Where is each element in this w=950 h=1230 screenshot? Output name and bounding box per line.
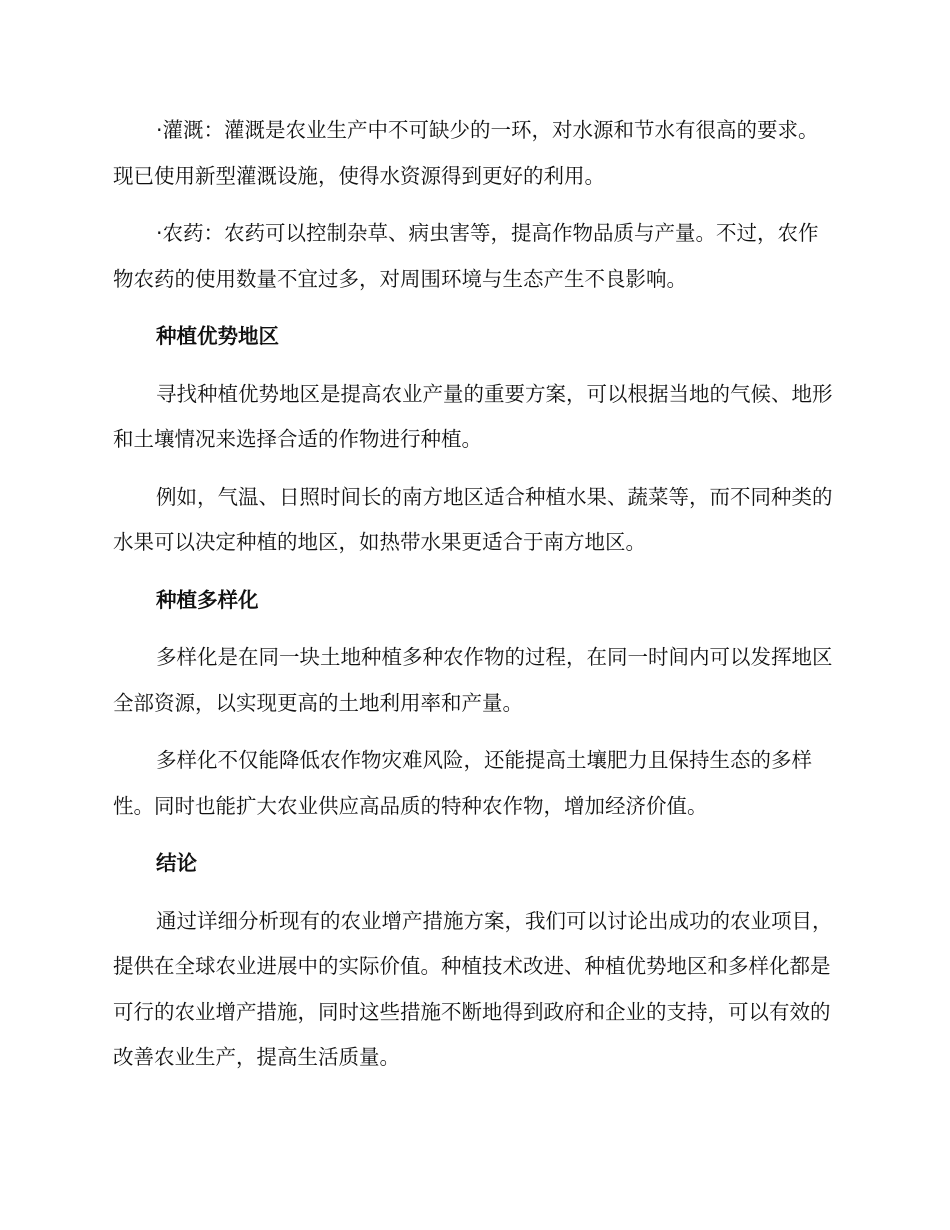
heading-diversification: 种植多样化: [156, 587, 259, 612]
paragraph-advantage-regions-1: 寻找种植优势地区是提高农业产量的重要方案，可以根据当地的气候、地形和土壤情况来选择合适的作物进行种植。: [113, 381, 833, 451]
paragraph-conclusion: 通过详细分析现有的农业增产措施方案，我们可以讨论出成功的农业项目，提供在全球农业进展中的实际价值。种植技术改进、种植优势地区和多样化都是可行的农业增产措施，同时这些措施不断地得到政府和企业的支持，可以有效的改善农业生产，提高生活质量。: [113, 908, 833, 1069]
paragraph-advantage-regions-2: 例如，气温、日照时间长的南方地区适合种植水果、蔬菜等，而不同种类的水果可以决定种植的地区，如热带水果更适合于南方地区。: [113, 484, 833, 554]
document-page: [113, 108, 835, 1093]
heading-advantage-regions: 种植优势地区: [156, 324, 279, 348]
paragraph-diversification-2: 多样化不仅能降低农作物灾难风险，还能提高土壤肥力且保持生态的多样性。同时也能扩大农业供应高品质的特种农作物，增加经济价值。: [113, 748, 812, 818]
paragraph-diversification-1: 多样化是在同一块土地种植多种农作物的过程，在同一时间内可以发挥地区全部资源，以实现更高的土地利用率和产量。: [113, 645, 833, 715]
paragraph-pesticide: ·农药：农药可以控制杂草、病虫害等，提高作物品质与产量。不过，农作物农药的使用数量不宜过多，对周围环境与生态产生不良影响。: [113, 221, 819, 291]
paragraph-irrigation: ·灌溉：灌溉是农业生产中不可缺少的一环，对水源和节水有很高的要求。现已使用新型灌溉设施，使得水资源得到更好的利用。: [113, 118, 819, 188]
heading-conclusion: 结论: [156, 851, 197, 875]
